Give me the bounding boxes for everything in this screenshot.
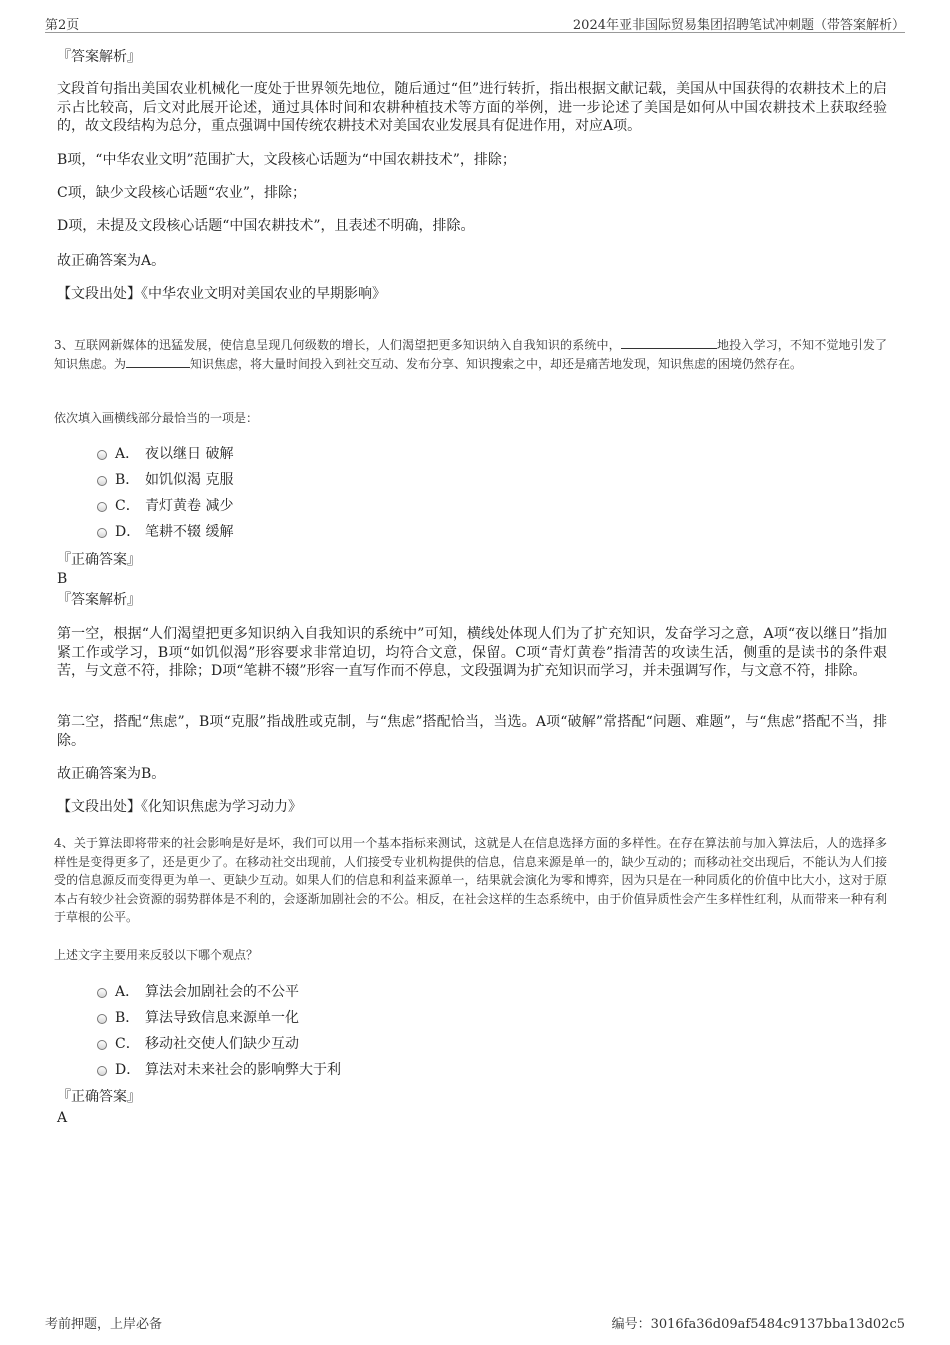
q2-source: 【文段出处】《中华农业文明对美国农业的早期影响》 bbox=[57, 286, 386, 302]
radio-icon[interactable] bbox=[97, 528, 107, 538]
radio-icon[interactable] bbox=[97, 1066, 107, 1076]
q4-answer: A bbox=[57, 1110, 68, 1126]
q3-conclusion: 故正确答案为B。 bbox=[57, 766, 166, 782]
q4-options bbox=[57, 979, 457, 1083]
q3-blank-1 bbox=[621, 336, 717, 349]
q4-option-d[interactable]: D． 算法对未来社会的影响弊大于利 bbox=[57, 1057, 457, 1083]
radio-icon[interactable] bbox=[97, 988, 107, 998]
q3-option-c[interactable]: C． 青灯黄卷 减少 bbox=[57, 493, 457, 519]
q4-answer-heading: 『正确答案』 bbox=[57, 1089, 141, 1105]
q3-options bbox=[57, 441, 457, 545]
q2-analysis-option-b: B项，“中华农业文明”范围扩大，文段核心话题为“中国农耕技术”，排除； bbox=[57, 152, 516, 168]
q2-analysis-option-d: D项，未提及文段核心话题“中国农耕技术”，且表述不明确，排除。 bbox=[57, 218, 475, 234]
document-id: 编号：3016fa36d09af5484c9137bba13d02c5 bbox=[611, 1317, 905, 1332]
q2-analysis-heading: 『答案解析』 bbox=[57, 49, 141, 65]
q3-prompt: 依次填入画横线部分最恰当的一项是： bbox=[54, 411, 259, 425]
radio-icon[interactable] bbox=[97, 1040, 107, 1050]
q2-conclusion: 故正确答案为A。 bbox=[57, 253, 166, 269]
footer-slogan: 考前押题，上岸必备 bbox=[45, 1317, 163, 1332]
q3-blank-2 bbox=[126, 355, 190, 368]
q4-option-b[interactable]: B． 算法导致信息来源单一化 bbox=[57, 1005, 457, 1031]
q3-answer-heading: 『正确答案』 bbox=[57, 552, 141, 568]
q3-analysis-paragraph-1: 第一空，根据“人们渴望把更多知识纳入自我知识的系统中”可知，横线处体现人们为了扩充知识，发奋学习之意，A项“夜以继日”指加紧工作或学习，B项“如饥似渴”形容要求非常迫切，均符合文意，保留。C项“青灯黄卷”指清苦的攻读生活，侧重的是读书的条件艰苦，与文意不符，排除；D项“笔耕不辍”形容一直写作而不停息，文段强调为扩充知识而学习，并未强调写作，与文意不符，排除。 bbox=[57, 626, 887, 679]
radio-icon[interactable] bbox=[97, 1014, 107, 1024]
q3-option-b[interactable]: B． 如饥似渴 克服 bbox=[57, 467, 457, 493]
q3-option-a[interactable]: A． 夜以继日 破解 bbox=[57, 441, 457, 467]
q3-option-d[interactable]: D． 笔耕不辍 缓解 bbox=[57, 519, 457, 545]
q3-source: 【文段出处】《化知识焦虑为学习动力》 bbox=[57, 799, 302, 815]
q4-option-a[interactable]: A． 算法会加剧社会的不公平 bbox=[57, 979, 457, 1005]
q3-analysis-heading: 『答案解析』 bbox=[57, 592, 141, 608]
q2-analysis-option-c: C项，缺少文段核心话题“农业”，排除； bbox=[57, 185, 307, 201]
q4-option-c[interactable]: C． 移动社交使人们缺少互动 bbox=[57, 1031, 457, 1057]
q3-analysis-paragraph-2: 第二空，搭配“焦虑”，B项“克服”指战胜或克制，与“焦虑”搭配恰当，当选。A项“破解”常搭配“问题、难题”，与“焦虑”搭配不当，排除。 bbox=[57, 714, 887, 749]
page-number: 第2页 bbox=[45, 18, 80, 33]
q3-answer: B bbox=[57, 571, 68, 587]
radio-icon[interactable] bbox=[97, 476, 107, 486]
q2-analysis-paragraph: 文段首句指出美国农业机械化一度处于世界领先地位，随后通过“但”进行转折，指出根据文献记载，美国从中国获得的农耕技术上的启示占比较高，后文对此展开论述，通过具体时间和农耕种植技术等方面的举例，进一步论述了美国是如何从中国农耕技术上获取经验的，故文段结构为总分，重点强调中国传统农耕技术对美国农业发展具有促进作用，对应A项。 bbox=[57, 81, 887, 134]
document-title: 2024年亚非国际贸易集团招聘笔试冲刺题（带答案解析） bbox=[572, 18, 905, 33]
radio-icon[interactable] bbox=[97, 450, 107, 460]
radio-icon[interactable] bbox=[97, 502, 107, 512]
q4-question-stem: 4、关于算法即将带来的社会影响是好是坏，我们可以用一个基本指标来测试，这就是人在信息选择方面的多样性。在存在算法前与加入算法后，人的选择多样性是变得更多了，还是更少了。在移动社交出现前，人们接受专业机构提供的信息，信息来源是单一的，缺少互动的；而移动社交出现后，不能认为人们接受的信息源反而变得更为单一、更缺少互动。如果人们的信息和利益来源单一，结果就会演化为零和博弈，因为只是在一种同质化的价值中比大小，这对于原本占有较少社会资源的弱势群体是不利的，会逐渐加剧社会的不公。相反，在社会这样的生态系统中，由于价值异质性会产生多样性红利，从而带来一种有利于草根的公平。 bbox=[54, 836, 887, 924]
page-footer bbox=[45, 1313, 905, 1332]
page-header bbox=[45, 12, 905, 33]
q4-prompt: 上述文字主要用来反驳以下哪个观点？ bbox=[54, 948, 259, 962]
q3-question-stem: 3、互联网新媒体的迅猛发展，使信息呈现几何级数的增长，人们渴望把更多知识纳入自我知识的系统中， 地投入学习，不知不觉地引发了知识焦虑。为 知识焦虑，将大量时间投入到社交互动、发布分享、知识搜索之中，却还是痛苦地发现，知识焦虑的困境仍然存在。 bbox=[54, 338, 887, 371]
